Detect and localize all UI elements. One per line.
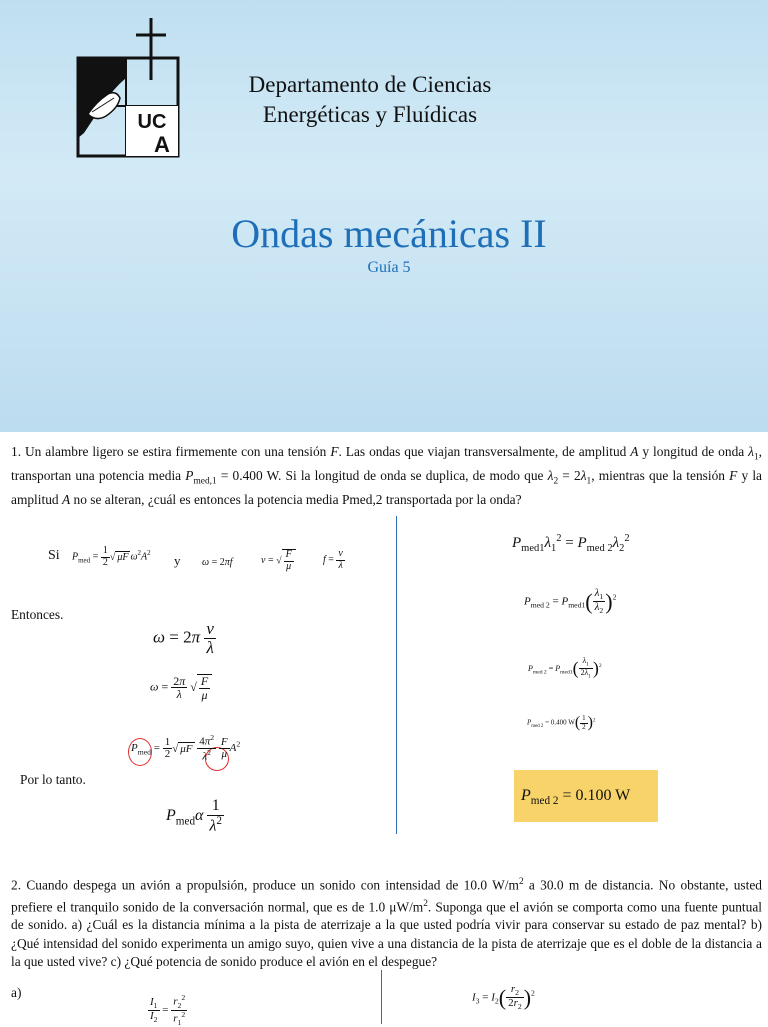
svg-text:A: A [154, 132, 170, 157]
velocity-formula: v = √ $\frac{F}{\mu}$ [261, 549, 296, 572]
proportionality: $P_{med}\alpha$ $\frac{1}{\lambda^2}$ [166, 797, 222, 835]
part-a-label: a) [11, 985, 22, 1000]
power-ratio-step1: $P_{med 2} = P_{med1}$( $\frac{\lambda_1}{\lambda_2}$ )$^2$ [524, 587, 617, 616]
omega-derivation-2: ω = $\frac{2\pi}{\lambda}$ √ $\frac{F}{\mu}$ [150, 674, 212, 701]
frequency-formula: f = $\frac{v}{\lambda}$ [323, 548, 343, 571]
page-title: Ondas mecánicas II [231, 211, 547, 256]
problem-1-statement: 1. Un alambre ligero se estira firmemente con una tensión F. Las ondas que viajan transversalmente, de amplitud A y longitud de onda $\lambda_1$, transportan una potencia media $P_{med,1} = 0.400$ W. Si la longitud de onda se duplica, de modo que $\lambda_2 = 2\lambda_1$, mientras que la tensión F y la amplitud A no se alteran, ¿cuál es entonces la potencia media Pmed,2 transportada por la onda? [11, 444, 763, 507]
entonces-label: Entonces. [11, 607, 64, 622]
problem-2-statement: 2. Cuando despega un avión a propulsión, produce un sonido con intensidad de 10.0 $W/m^2$ a 30.0 m de distancia. No obstante, usted prefiere el tranquilo sonido de la conversación normal, que es de 1.0 $\mu W/m^2$. Suponga que el avión se comporta como una fuente puntual de sonido. a) ¿Cuál es la distancia mínima a la pista de aterrizaje a la que usted podría vivir para conservar su estado de paz mental? b) ¿Qué intensidad del sonido experimenta un amigo suyo, quien vive a una distancia de la pista de aterrizaje que es el doble de la distancia a la que usted vive? c) ¿Qué potencia de sonido produce el avión en el despegue? [11, 877, 762, 969]
department-name [190, 70, 550, 130]
svg-text:UC: UC [137, 111, 167, 133]
intensity-ratio: $\frac{I_1}{I_2}$ = $\frac{r_2^2}{r_1^2}$ [150, 993, 186, 1027]
uca-logo [74, 18, 180, 160]
column-divider-2 [381, 970, 382, 1024]
header-banner [0, 0, 768, 432]
step3-value: = 0.400 W [545, 718, 575, 727]
result-text: = 0.100 W [562, 787, 631, 804]
power-ratio-step3: $P_{med 2} = 0.400$ W( $\frac{1}{2}$ )$^2$ [527, 714, 596, 731]
power-ratio-step2: $P_{med 2} = P_{med1}$( $\frac{\lambda_1}{2\lambda_1}$ )$^2$ [528, 656, 602, 681]
dept-line-1: Departamento de Ciencias [248, 72, 492, 97]
page-subtitle: Guía 5 [367, 259, 411, 276]
por-lo-tanto-label: Por lo tanto. [20, 772, 86, 787]
si-label: Si [48, 548, 60, 563]
power-derivation: $P_{med}$ = $\frac{1}{2}$ √ μF $\frac{4\pi^2}{\lambda^2}$ $\frac{F}{\mu}$ $A^2$ [131, 733, 241, 763]
power-ratio-eq: $P_{med1}\lambda_1^2 = P_{med 2}\lambda_2^2$ [512, 533, 630, 554]
omega-derivation-1: ω = 2π $\frac{v}{\lambda}$ [153, 619, 214, 657]
result-value: $P_{med 2} = 0.100$ W [521, 787, 631, 808]
omega-formula: ω = 2πf [202, 557, 233, 568]
column-divider-1 [396, 516, 397, 834]
power-formula: $P_{med}$ = $\frac{1}{2}$ √ μF $\omega^2A^2$ [72, 545, 151, 568]
intensity-formula: $I_3 = I_2$( $\frac{r_2}{2r_2}$ )$^2$ [472, 983, 535, 1012]
dept-line-2: Energéticas y Fluídicas [262, 102, 478, 127]
y-label: y [174, 553, 181, 568]
